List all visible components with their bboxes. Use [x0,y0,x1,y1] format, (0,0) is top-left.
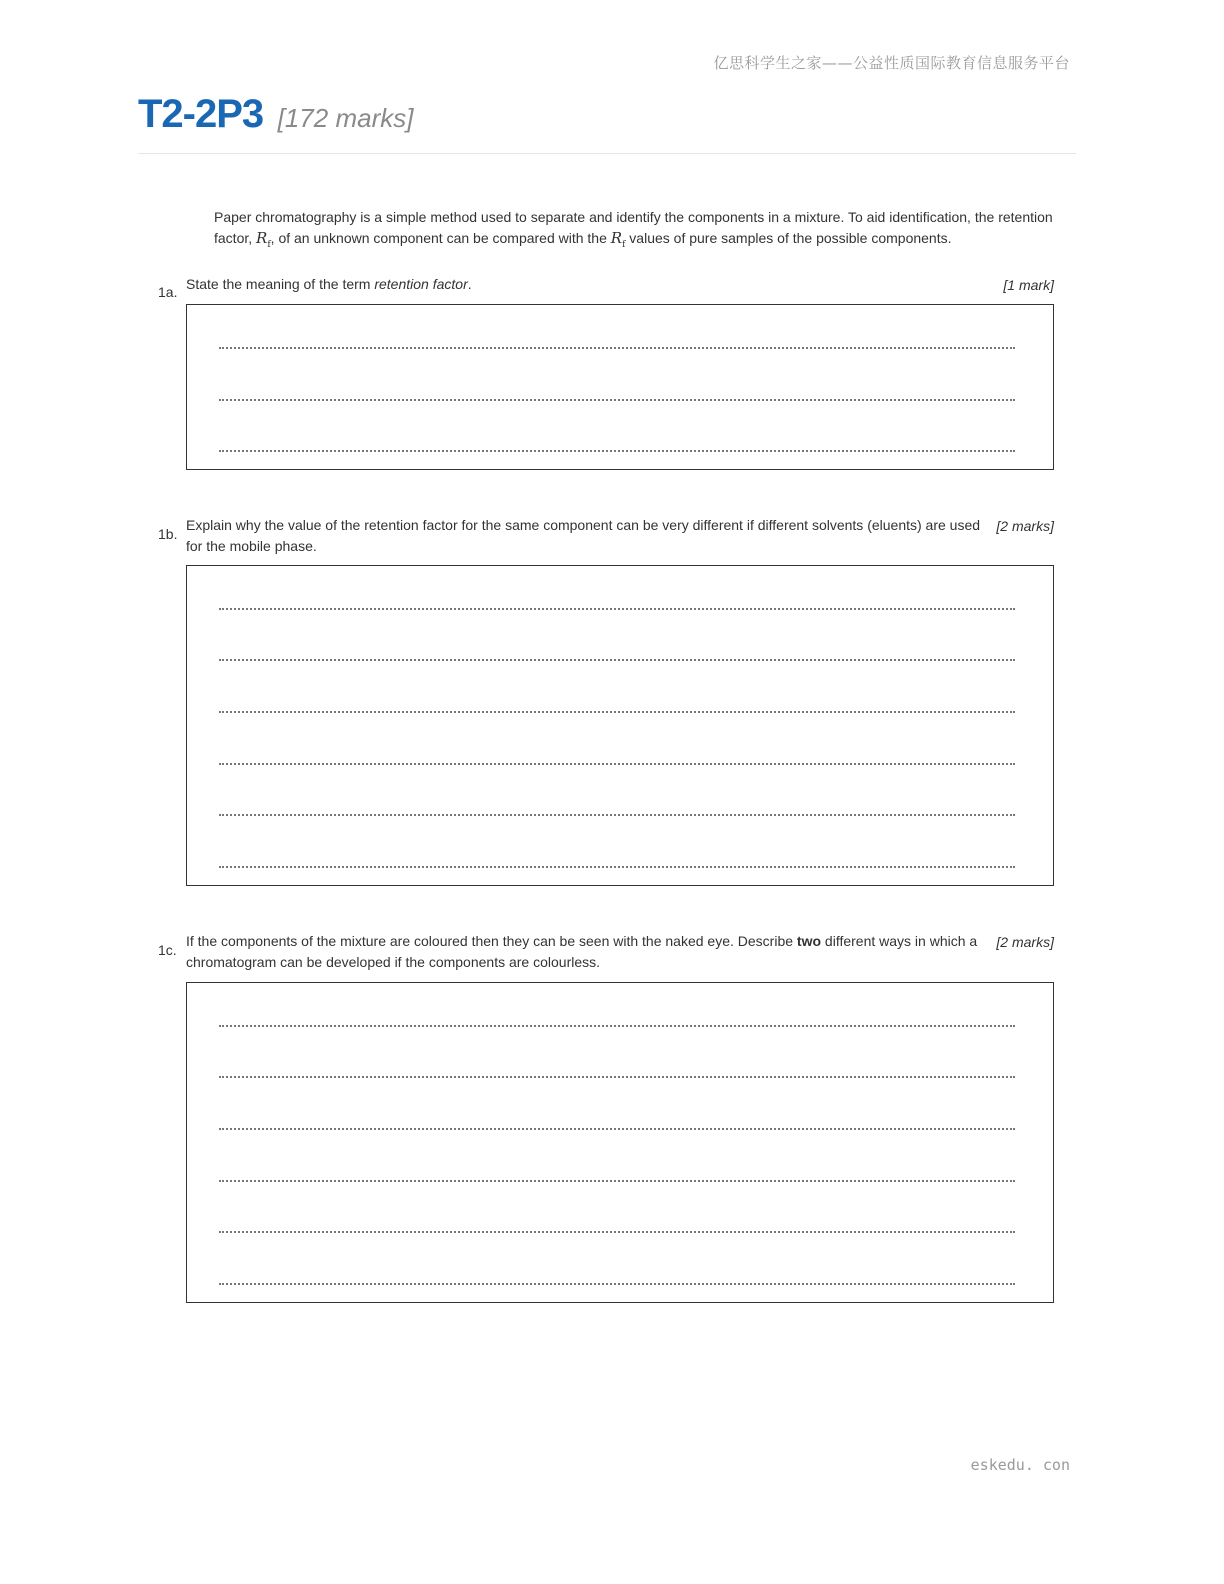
answer-line [219,1076,1015,1078]
question-text-1c: If the components of the mixture are coloured then they can be seen with the naked eye. Describe two different ways in which a chromatogram can be developed if the components are colourless. [186,933,978,970]
rf-symbol: $R_f$ [610,229,626,250]
answer-line [219,711,1015,713]
answer-line [219,450,1015,452]
total-marks: [172 marks] [277,103,414,133]
question-number-1c: 1c. [158,942,177,958]
intro-paragraph [214,207,1060,256]
answer-line [219,763,1015,765]
question-marks-1a: [1 mark] [1003,277,1054,293]
answer-line [219,1128,1015,1130]
page-header [138,92,1076,154]
question-marks-1b: [2 marks] [996,518,1054,534]
answer-line [219,1283,1015,1285]
answer-line [219,1180,1015,1182]
answer-line [219,608,1015,610]
intro-text-3: values of pure samples of the possible components. [625,230,952,246]
answer-line [219,1025,1015,1027]
watermark-bottom: eskedu. con [970,1456,1070,1474]
answer-box-1c[interactable] [186,982,1054,1303]
intro-text-2: , of an unknown component can be compared with the [270,230,611,246]
question-text-1a: State the meaning of the term retention factor. [186,276,472,292]
question-marks-1c: [2 marks] [996,934,1054,950]
answer-line [219,1231,1015,1233]
page-title: T2-2P3 [138,92,264,136]
rf-symbol: $R_f$ [256,229,271,250]
answer-line [219,399,1015,401]
answer-line [219,814,1015,816]
answer-box-1a[interactable] [186,304,1054,470]
question-number-1a: 1a. [158,284,178,300]
watermark-top: 亿思科学生之家——公益性质国际教育信息服务平台 [713,54,1070,72]
answer-line [219,866,1015,868]
answer-line [219,659,1015,661]
answer-box-1b[interactable] [186,565,1054,886]
question-number-1b: 1b. [158,526,178,542]
intro-text-1: Paper chromatography is a simple method used to separate and identify the components in a mixture. To aid identification, the retention factor, [214,209,1053,246]
question-text-1b: Explain why the value of the retention factor for the same component can be very different if different solvents (eluents) are used for the mobile phase. [186,517,981,554]
answer-line [219,347,1015,349]
